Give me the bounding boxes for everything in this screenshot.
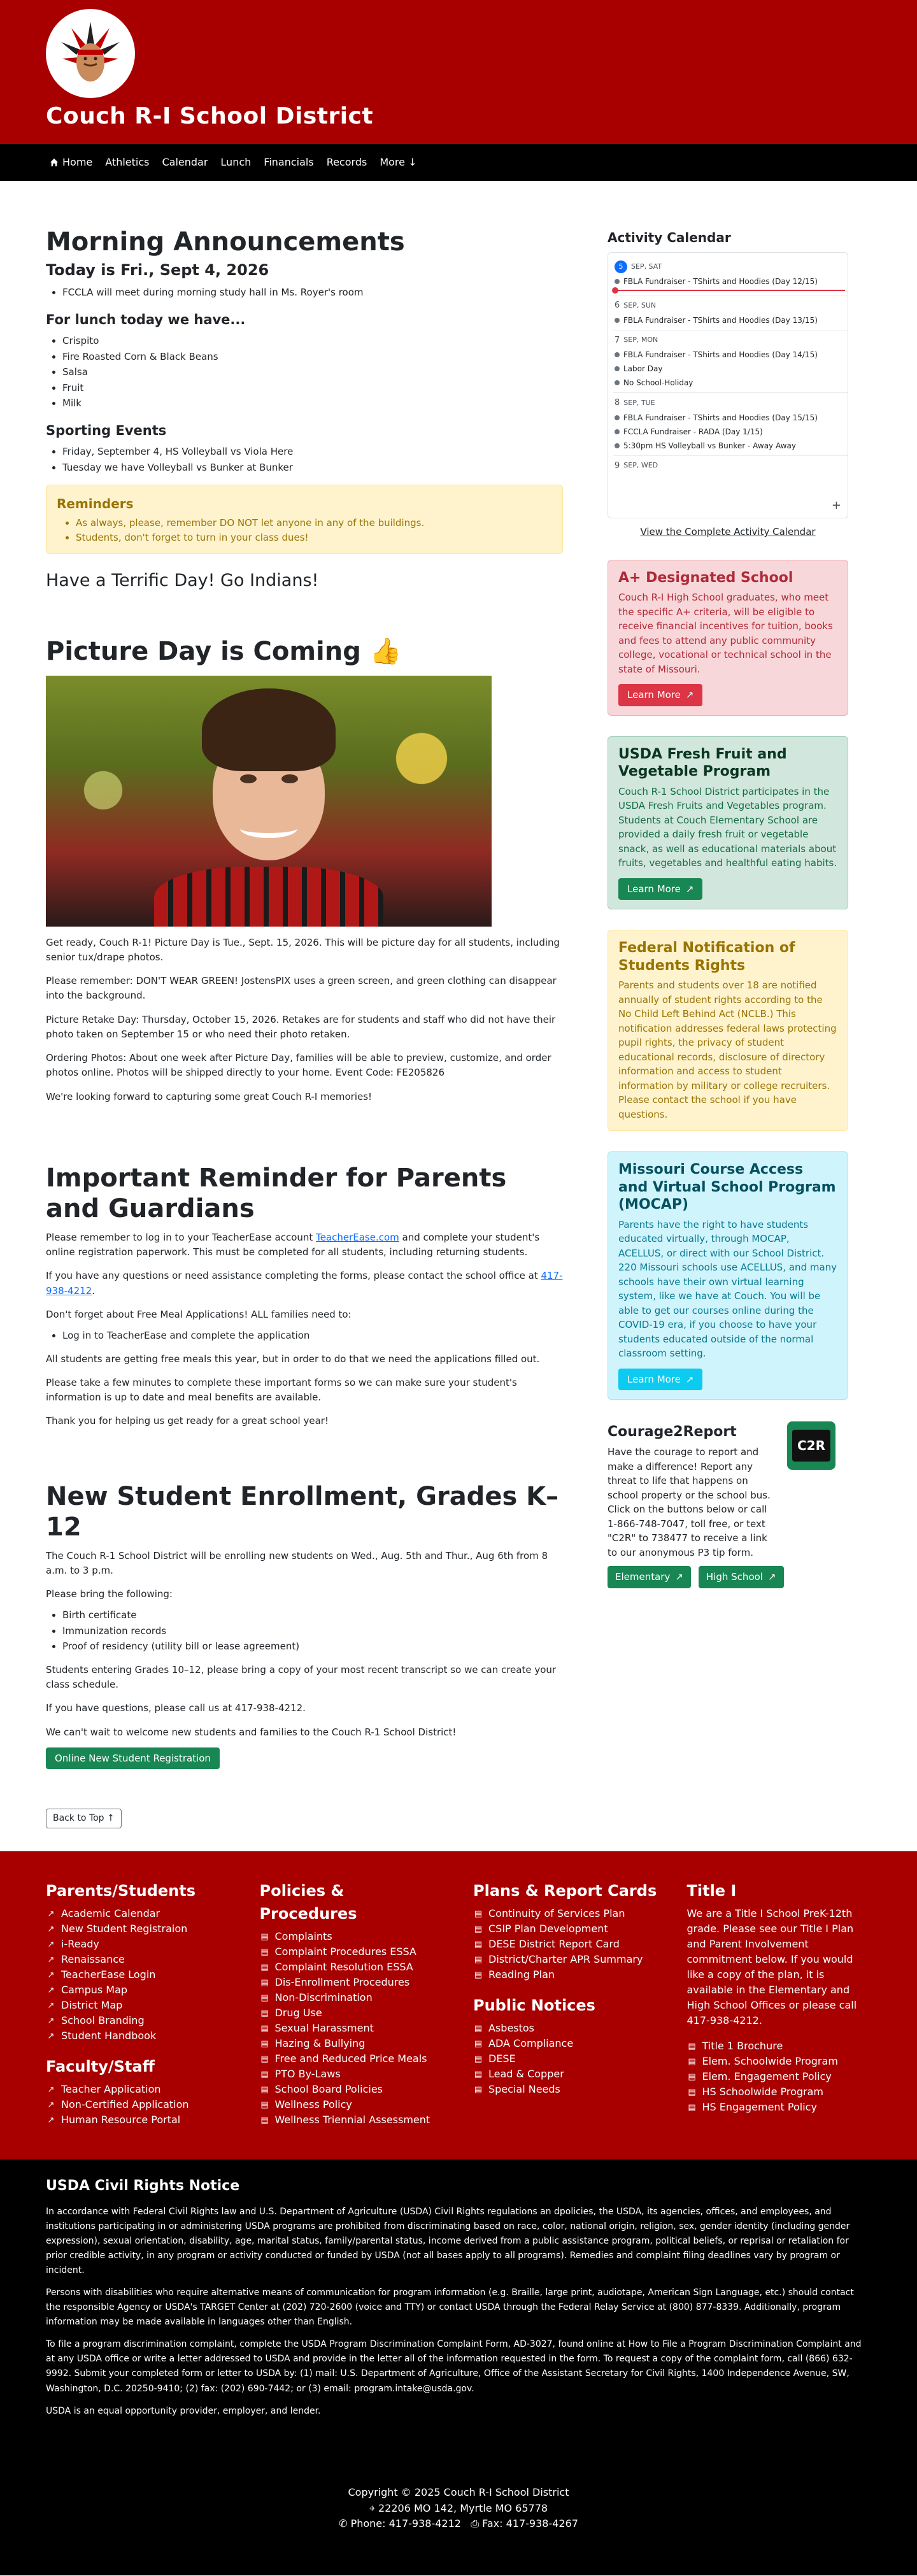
announcement-list (46, 285, 563, 300)
button-label: Learn More (627, 1373, 681, 1385)
meal-steps-list (46, 1328, 563, 1343)
footer-link-label: Wellness Policy (274, 2098, 352, 2111)
copyright-section (0, 2456, 917, 2575)
external-link-icon: ↗ (47, 2000, 55, 2010)
calendar-day (613, 393, 848, 456)
document-icon: ▤ (260, 1993, 269, 2003)
calendar-event[interactable] (615, 412, 848, 423)
document-icon: ▤ (260, 2069, 269, 2079)
text-span: Please remember to log in to your TeacherEase account (46, 1231, 316, 1243)
external-link-icon: ↗ (47, 1954, 55, 1965)
document-icon: ▤ (474, 1939, 483, 1949)
footer-link-label: Asbestos (488, 2022, 535, 2035)
event-label: FCCLA Fundraiser - RADA (Day 1/15) (623, 427, 763, 436)
footer-link-list (687, 2039, 872, 2115)
document-icon: ▤ (474, 2069, 483, 2079)
footer-link-list (260, 1929, 444, 2128)
footer-link[interactable] (260, 1944, 444, 1960)
footer-link[interactable] (473, 1921, 658, 1937)
picture-day-p2: Please remember: DON'T WEAR GREEN! JostensPIX uses a green screen, and green clothing can disappear into the background. (46, 975, 557, 1002)
parents-reminder-p3: Don't forget about Free Meal Applications! ALL families need to: (46, 1308, 352, 1320)
document-icon: ▤ (688, 2102, 696, 2112)
list-item: • As always, please, remember DO NOT let anyone in any of the buildings. (76, 516, 552, 530)
text-span: . (92, 1284, 95, 1297)
site-footer (0, 1851, 917, 2160)
footer-link[interactable] (260, 2082, 444, 2097)
footer-heading: Policies & Procedures (259, 1882, 357, 1923)
civil-rights-p3: To file a program discrimination complaint, complete the USDA Program Discrimination Complaint Form, AD-3027, found online at How to File a Program Discrimination Complaint and at any USDA office or write a letter addressed to USDA and provide in the letter all of the information requested in the form. To request a copy of the complaint form, call (866) 632-9992. Submit your completed form or letter to USDA by: (1) mail: U.S. Department of Agriculture, Office of the Assistant Secretary for Civil Rights, 1400 Independence Avenue, SW, Washington, D.C. 20250-9410; (2) fax: (202) 690-7442; or (3) email: program.intake@usda.gov. (46, 2339, 862, 2394)
footer-link[interactable] (260, 2112, 444, 2128)
page-container (0, 227, 917, 1769)
lunch-heading: For lunch today we have... (46, 311, 246, 327)
button-label: Learn More (627, 883, 681, 895)
sports-heading: Sporting Events (46, 422, 167, 438)
external-link-icon: ↗ (685, 689, 694, 701)
footer-link-label: ADA Compliance (488, 2037, 574, 2050)
list-item: • Proof of residency (utility bill or lease agreement) (62, 1639, 563, 1654)
parents-reminder-title: Important Reminder for Parents and Guardians (46, 1163, 507, 1223)
footer-link[interactable] (46, 1982, 231, 1998)
event-label: Labor Day (623, 364, 663, 373)
footer-link-label: Free and Reduced Price Meals (274, 2053, 427, 2065)
enrollment-title: New Student Enrollment, Grades K–12 (46, 1481, 559, 1542)
footer-link-label: School Board Policies (274, 2083, 383, 2096)
footer-link-label: Special Needs (488, 2083, 560, 2096)
document-icon: ▤ (474, 1924, 483, 1934)
nav-financials[interactable]: Financials (264, 156, 314, 168)
aplus-learn-more-button[interactable] (618, 684, 702, 706)
footer-heading: Faculty/Staff (46, 2058, 155, 2076)
nav-more-dropdown[interactable]: More ↓ (380, 156, 417, 168)
c2r-title: Courage2Report (608, 1424, 737, 1440)
mocap-title: Missouri Course Access and Virtual School Program (MOCAP) (618, 1162, 836, 1213)
footer-link-label: Title 1 Brochure (702, 2040, 783, 2053)
mocap-text: Parents have the right to have students educated virtually, through MOCAP, ACELLUS, or direct with our School District. 220 Missouri schools use ACELLUS, and many schools have their own virtual learning system, like we have at Couch. You will be able to get our courses online during the COVID-19 era, if you choose to have your students educated outside of the normal classroom setting. (618, 1218, 837, 1359)
footer-link-label: Complaint Resolution ESSA (274, 1961, 413, 1974)
list-item: • Immunization records (62, 1624, 563, 1639)
enrollment-p1: The Couch R-1 School District will be enrolling new students on Wed., Aug. 5th and Thur., Aug 6th from 8 a.m. to 3 p.m. (46, 1549, 548, 1576)
text-span: If you have any questions or need assistance completing the forms, please contact the school office at (46, 1270, 541, 1282)
footer-link[interactable] (46, 2013, 231, 2028)
phone-icon: ✆ (339, 2517, 351, 2530)
footer-link-label: School Branding (61, 2014, 145, 2027)
calendar-day-number: 8 (615, 398, 620, 408)
external-link-icon: ↗ (47, 2031, 55, 2041)
event-label: FBLA Fundraiser - TShirts and Hoodies (Day 14/15) (623, 350, 818, 359)
fruit-veg-card (608, 736, 848, 910)
parents-reminder-p4: All students are getting free meals this year, but in order to do that we need the applications filled out. (46, 1353, 540, 1365)
fruit-veg-text: Couch R-1 School District participates in the USDA Fresh Fruits and Vegetables program. Students at Couch Elementary School are provided a daily fresh fruit or vegetable snack, as well as educational materials about fruits, vegetables and healthful eating habits. (618, 785, 837, 869)
document-icon: ▤ (260, 1947, 269, 1957)
fruit-veg-title: USDA Fresh Fruit and Vegetable Program (618, 746, 787, 779)
footer-link-label: Lead & Copper (488, 2068, 564, 2081)
plus-icon[interactable]: + (831, 499, 841, 512)
calendar-day-number: 6 (615, 301, 620, 310)
external-link-icon: ↗ (47, 1970, 55, 1980)
calendar-event[interactable] (615, 349, 848, 360)
external-link-icon: ↗ (47, 1939, 55, 1949)
footer-link[interactable] (260, 1990, 444, 2005)
list-item: • Fire Roasted Corn & Black Beans (62, 350, 563, 364)
footer-heading: Parents/Students (46, 1882, 196, 1900)
federal-rights-text: Parents and students over 18 are notified annually of student rights according to the No Child Left Behind Act (NCLB.) This notification addresses federal laws protecting pupil rights, the privacy of student educational records, disclosure of directory information and access to student information by military or college recruiters. Please contact the school if you have questions. (618, 979, 837, 1120)
footer-link-list (46, 1906, 231, 2044)
document-icon: ▤ (260, 2008, 269, 2018)
calendar-day (613, 295, 848, 331)
calendar-event[interactable] (615, 276, 848, 287)
activity-calendar-title: Activity Calendar (608, 230, 731, 245)
civil-rights-notice (0, 2160, 917, 2456)
nav-athletics[interactable]: Athletics (105, 156, 150, 168)
nav-home-label: Home (62, 156, 93, 168)
footer-link-label: Teacher Application (61, 2083, 161, 2096)
closing-message: Have a Terrific Day! Go Indians! (46, 571, 319, 590)
external-link-icon: ↗ (685, 1373, 694, 1385)
sidebar (608, 227, 848, 1769)
event-label: FBLA Fundraiser - TShirts and Hoodies (Day 12/15) (623, 277, 818, 286)
civil-rights-p4: USDA is an equal opportunity provider, employer, and lender. (46, 2405, 321, 2416)
address-text: 22206 MO 142, Myrtle MO 65778 (378, 2501, 548, 2514)
footer-link[interactable] (473, 2021, 658, 2036)
courage2report-section (608, 1421, 848, 1588)
footer-link-list (46, 2082, 231, 2128)
external-link-icon: ↗ (47, 2084, 55, 2095)
footer-link-label: Student Handbook (61, 2030, 157, 2042)
footer-link-label: i-Ready (61, 1938, 99, 1951)
list-item: • FCCLA will meet during morning study hall in Ms. Royer's room (62, 285, 563, 300)
footer-link-label: New Student Registraion (61, 1923, 188, 1935)
list-item: • Log in to TeacherEase and complete the application (62, 1328, 563, 1343)
calendar-day (613, 456, 848, 476)
external-link-icon: ↗ (47, 2115, 55, 2125)
back-to-top-button[interactable]: Back to Top ↑ (46, 1809, 122, 1828)
event-label: 5:30pm HS Volleyball vs Bunker - Away Away (623, 441, 796, 450)
document-icon: ▤ (260, 2039, 269, 2049)
external-link-icon: ↗ (47, 1924, 55, 1934)
picture-day-p3: Picture Retake Day: Thursday, October 15, 2026. Retakes are for students and staff who did not have their photo taken on September 15 or who need their photo retaken. (46, 1013, 556, 1040)
footer-link-label: Drug Use (274, 2007, 322, 2019)
calendar-day (613, 331, 848, 394)
footer-link-label: Academic Calendar (61, 1907, 160, 1920)
main-navbar (0, 144, 917, 181)
calendar-day-label: SEP, MON (623, 336, 658, 344)
document-icon: ▤ (688, 2041, 696, 2051)
footer-link-label: Hazing & Bullying (274, 2037, 366, 2050)
document-icon: ▤ (260, 1977, 269, 1988)
list-item: • Friday, September 4, HS Volleyball vs Viola Here (62, 445, 563, 459)
calendar-event[interactable] (615, 377, 848, 388)
list-item: • Milk (62, 396, 563, 411)
button-label: Elementary (615, 1571, 671, 1583)
calendar-day-label: SEP, WED (623, 461, 658, 469)
list-item: • Students, don't forget to turn in your class dues! (76, 530, 552, 545)
footer-link[interactable] (46, 1952, 231, 1967)
enrollment-docs-list (46, 1608, 563, 1654)
calendar-event[interactable] (615, 426, 848, 438)
footer-link[interactable] (46, 1998, 231, 2013)
list-item: • Fruit (62, 381, 563, 395)
footer-link[interactable] (46, 1967, 231, 1982)
footer-link[interactable] (260, 2067, 444, 2082)
text-span: and complete your student's online registration paperwork. This must be completed for all students, including returning students. (46, 1231, 540, 1258)
footer-col-title1 (687, 1879, 872, 2128)
civil-rights-p1: In accordance with Federal Civil Rights law and U.S. Department of Agriculture (USDA) Civil Rights regulations an dpolicies, the USDA, its agencies, offices, and employees, and institutions participating in or administering USDA programs are prohibited from discriminating based on race, color, national origin, religion, sex, gender identity (including gender expression), sexual orientation, disability, age, marital status, family/parental status, income derived from a public assistance program, political beliefs, or reprisal or retaliation for prior credible activity, in any program or activity conducted or funded by USDA (not all bases apply to all programs). Remedies and complaint filing deadlines vary by program or incident. (46, 2206, 850, 2275)
footer-link-label: District Map (61, 1999, 123, 2012)
external-link-icon: ↗ (47, 1985, 55, 1995)
reminders-list (57, 516, 552, 544)
document-icon: ▤ (260, 2115, 269, 2125)
calendar-event[interactable] (615, 363, 848, 374)
phone-text[interactable]: Phone: 417-938-4212 (350, 2517, 461, 2530)
document-icon: ▤ (474, 2054, 483, 2064)
button-label: Learn More (627, 689, 681, 701)
footer-link-label: District/Charter APR Summary (488, 1953, 643, 1966)
contact-line (0, 2516, 917, 2532)
external-link-icon: ↗ (47, 2016, 55, 2026)
footer-col-policies (260, 1879, 444, 2128)
calendar-day-label: SEP, SAT (631, 262, 662, 271)
footer-link[interactable] (260, 2021, 444, 2036)
footer-link[interactable] (260, 1929, 444, 1944)
footer-link[interactable] (46, 2097, 231, 2112)
event-label: FBLA Fundraiser - TShirts and Hoodies (Day 13/15) (623, 315, 818, 325)
student-photo (46, 676, 492, 927)
footer-link-label: TeacherEase Login (61, 1968, 156, 1981)
footer-link[interactable] (260, 2097, 444, 2112)
footer-link-list (473, 2021, 658, 2097)
nav-calendar[interactable]: Calendar (162, 156, 208, 168)
phone-link[interactable]: 417-938-4212 (46, 1270, 563, 1297)
footer-link-label: Sexual Harassment (274, 2022, 374, 2035)
site-title[interactable]: Couch R-I School District (46, 103, 374, 129)
enrollment-p3: Students entering Grades 10–12, please bring a copy of your most recent transcript so we can create your class schedule. (46, 1663, 557, 1690)
document-icon: ▤ (474, 2023, 483, 2033)
map-pin-icon: ⌖ (369, 2501, 379, 2514)
footer-link[interactable] (46, 2028, 231, 2044)
footer-link[interactable] (473, 1952, 658, 1967)
c2r-buttons (608, 1566, 848, 1588)
aplus-text: Couch R-I High School graduates, who meet the specific A+ criteria, will be eligible to receive financial incentives for tuition, books and fees to attend any public community college, vocational or technical school in the state of Missouri. (618, 592, 833, 675)
footer-link[interactable] (473, 2082, 658, 2097)
document-icon: ▤ (474, 2039, 483, 2049)
footer-link-label: Elem. Engagement Policy (702, 2070, 832, 2083)
footer-heading: Public Notices (473, 1996, 595, 2015)
external-link-icon: ↗ (47, 2100, 55, 2110)
footer-link[interactable] (687, 2100, 872, 2115)
footer-link[interactable] (473, 1967, 658, 1982)
civil-rights-title: USDA Civil Rights Notice (46, 2178, 240, 2195)
document-icon: ▤ (688, 2056, 696, 2067)
footer-link-label: Renaissance (61, 1953, 125, 1966)
event-label: No School-Holiday (623, 378, 693, 387)
home-icon (50, 158, 59, 167)
announcements-title: Morning Announcements (46, 227, 405, 257)
footer-link-label: Dis-Enrollment Procedures (274, 1976, 410, 1989)
footer-link-label: Non-Discrimination (274, 1991, 373, 2004)
aplus-title: A+ Designated School (618, 569, 793, 586)
current-time-indicator (615, 290, 845, 291)
document-icon: ▤ (260, 2054, 269, 2064)
copyright-text: Copyright © 2025 Couch R-I School District (348, 2486, 569, 2498)
footer-link[interactable] (687, 2054, 872, 2069)
picture-day-p5: We're looking forward to capturing some great Couch R-I memories! (46, 1090, 373, 1102)
document-icon: ▤ (688, 2087, 696, 2097)
external-link-icon: ↗ (767, 1571, 776, 1583)
fax-icon: ⎙ (471, 2517, 483, 2530)
nav-lunch[interactable]: Lunch (220, 156, 252, 168)
footer-link[interactable] (473, 1937, 658, 1952)
footer-link-label: Wellness Triennial Assessment (274, 2114, 430, 2126)
calendar-event[interactable] (615, 315, 848, 326)
c2r-logo (787, 1421, 835, 1470)
calendar-day (613, 257, 848, 295)
picture-day-title: Picture Day is Coming 👍 (46, 636, 402, 666)
footer-link[interactable] (46, 1906, 231, 1921)
list-item: • Crispito (62, 334, 563, 348)
external-link-icon: ↗ (47, 1909, 55, 1919)
footer-link[interactable] (260, 1975, 444, 1990)
online-registration-button[interactable]: Online New Student Registration (46, 1747, 220, 1770)
document-icon: ▤ (474, 1909, 483, 1919)
footer-col-plans (473, 1879, 658, 2128)
external-link-icon: ↗ (685, 883, 694, 895)
lunch-list (46, 334, 563, 411)
footer-link-label: Complaints (274, 1930, 332, 1943)
document-icon: ▤ (688, 2072, 696, 2082)
federal-rights-title: Federal Notification of Students Rights (618, 940, 795, 974)
footer-link-label: CSIP Plan Development (488, 1923, 608, 1935)
civil-rights-p2: Persons with disabilities who require alternative means of communication for program information (e.g. Braille, large print, audiotape, American Sign Language, etc.) should contact the responsible Agency or USDA's TARGET Center at (202) 720-2600 (voice and TTY) or contact USDA through the Federal Relay Service at (800) 877-8339. Additionally, program information may be made available in languages other than English. (46, 2288, 854, 2328)
footer-link[interactable] (260, 2051, 444, 2067)
footer-heading: Title I (686, 1882, 737, 1900)
address-line (0, 2501, 917, 2517)
district-logo[interactable] (46, 9, 135, 98)
footer-link[interactable] (473, 2067, 658, 2082)
footer-link[interactable] (687, 2084, 872, 2100)
footer-link[interactable] (687, 2069, 872, 2084)
c2r-elementary-button[interactable] (608, 1566, 691, 1588)
external-link-icon: ↗ (675, 1571, 683, 1583)
footer-link-label: DESE (488, 2053, 516, 2065)
parents-reminder-p5: Please take a few minutes to complete these important forms so we can make sure your student's information is up to date and meal benefits are available. (46, 1376, 517, 1403)
nav-home[interactable] (50, 155, 92, 170)
footer-link-label: PTO By-Laws (274, 2068, 341, 2081)
document-icon: ▤ (260, 2100, 269, 2110)
teacherease-link[interactable]: TeacherEase.com (316, 1231, 399, 1243)
footer-link-label: Complaint Procedures ESSA (274, 1946, 416, 1958)
document-icon: ▤ (260, 2084, 269, 2095)
footer-link[interactable] (260, 2036, 444, 2051)
mocap-learn-more-button[interactable] (618, 1369, 702, 1391)
sports-list (46, 445, 563, 474)
footer-link[interactable] (46, 2112, 231, 2128)
activity-calendar[interactable] (608, 252, 848, 518)
title1-text: We are a Title I School PreK-12th grade. Please see our Title I Plan and Parent Involvement commitment below. If you would like a copy of the plan, it is available in the Elementary and High School Offices or please call 417-938-4212. (686, 1907, 857, 2027)
c2r-high-school-button[interactable] (699, 1566, 784, 1588)
aplus-card (608, 560, 848, 716)
event-label: FBLA Fundraiser - TShirts and Hoodies (Day 15/15) (623, 413, 818, 422)
footer-link[interactable] (473, 2051, 658, 2067)
footer-link-list (473, 1906, 658, 1982)
list-item: • Birth certificate (62, 1608, 563, 1623)
enrollment-p2: Please bring the following: (46, 1588, 173, 1600)
calendar-day-number: 9 (615, 460, 620, 471)
fruit-veg-learn-more-button[interactable] (618, 878, 702, 900)
button-label: High School (706, 1571, 763, 1583)
footer-link[interactable] (46, 1921, 231, 1937)
footer-link[interactable] (260, 2005, 444, 2021)
indian-headdress-logo-icon (50, 13, 131, 94)
mocap-card (608, 1151, 848, 1400)
picture-day-p1: Get ready, Couch R-1! Picture Day is Tue., Sept. 15, 2026. This will be picture day for all students, including senior tux/drape photos. (46, 936, 560, 963)
federal-rights-card (608, 930, 848, 1131)
document-icon: ▤ (474, 1954, 483, 1965)
list-item: • Tuesday we have Volleyball vs Bunker at Bunker (62, 460, 563, 475)
document-icon: ▤ (260, 2023, 269, 2033)
parents-reminder-p2 (46, 1269, 563, 1299)
calendar-day-number: 7 (615, 335, 620, 345)
site-header (0, 0, 917, 144)
reminders-heading: Reminders (57, 496, 134, 511)
calendar-day-label: SEP, TUE (623, 398, 655, 407)
footer-link[interactable] (46, 1937, 231, 1952)
enrollment-p5: We can't wait to welcome new students and families to the Couch R-1 School District! (46, 1726, 457, 1738)
footer-link[interactable] (260, 1960, 444, 1975)
footer-link[interactable] (46, 2082, 231, 2097)
parents-reminder-p1 (46, 1230, 563, 1260)
list-item: • Salsa (62, 365, 563, 380)
view-calendar-link[interactable]: View the Complete Activity Calendar (640, 526, 816, 537)
footer-link-label: Reading Plan (488, 1968, 555, 1981)
fax-text: Fax: 417-938-4267 (482, 2517, 578, 2530)
c2r-text: Have the courage to report and make a difference! Report any threat to life that happens on school property or the school bus. Click on the buttons below or call 1-866-748-7047, toll free, or text "C2R" to 738477 to receive a link to our anonymous P3 tip form. (608, 1446, 771, 1558)
footer-link-label: Campus Map (61, 1984, 128, 1996)
footer-link-label: Human Resource Portal (61, 2114, 181, 2126)
footer-heading: Plans & Report Cards (473, 1882, 657, 1900)
footer-link-label: HS Schoolwide Program (702, 2086, 824, 2098)
footer-link[interactable] (473, 1906, 658, 1921)
document-icon: ▤ (260, 1932, 269, 1942)
footer-link-label: Elem. Schoolwide Program (702, 2055, 838, 2068)
calendar-event[interactable] (615, 440, 848, 452)
main-content (46, 227, 563, 1769)
footer-link-label: DESE District Report Card (488, 1938, 620, 1951)
document-icon: ▤ (474, 1970, 483, 1980)
enrollment-p4: If you have questions, please call us at 417-938-4212. (46, 1702, 306, 1714)
footer-link[interactable] (473, 2036, 658, 2051)
picture-day-p4: Ordering Photos: About one week after Picture Day, families will be able to preview, customize, and order photos online. Photos will be shipped directly to your home. Event Code: FE205826 (46, 1052, 551, 1079)
calendar-day-label: SEP, SUN (623, 301, 657, 310)
footer-link-label: Non-Certified Application (61, 2098, 189, 2111)
footer-col-parents (46, 1879, 231, 2128)
document-icon: ▤ (260, 1962, 269, 1972)
nav-records[interactable]: Records (326, 156, 367, 168)
footer-link-label: Continuity of Services Plan (488, 1907, 625, 1920)
document-icon: ▤ (474, 2084, 483, 2095)
c2r-logo-text: C2R (792, 1430, 830, 1462)
footer-link[interactable] (687, 2039, 872, 2054)
calendar-day-number: 5 (615, 260, 627, 273)
reminders-box (46, 485, 563, 554)
footer-link-label: HS Engagement Policy (702, 2101, 817, 2114)
parents-reminder-p6: Thank you for helping us get ready for a great school year! (46, 1415, 329, 1427)
today-date: Today is Fri., Sept 4, 2026 (46, 261, 269, 279)
